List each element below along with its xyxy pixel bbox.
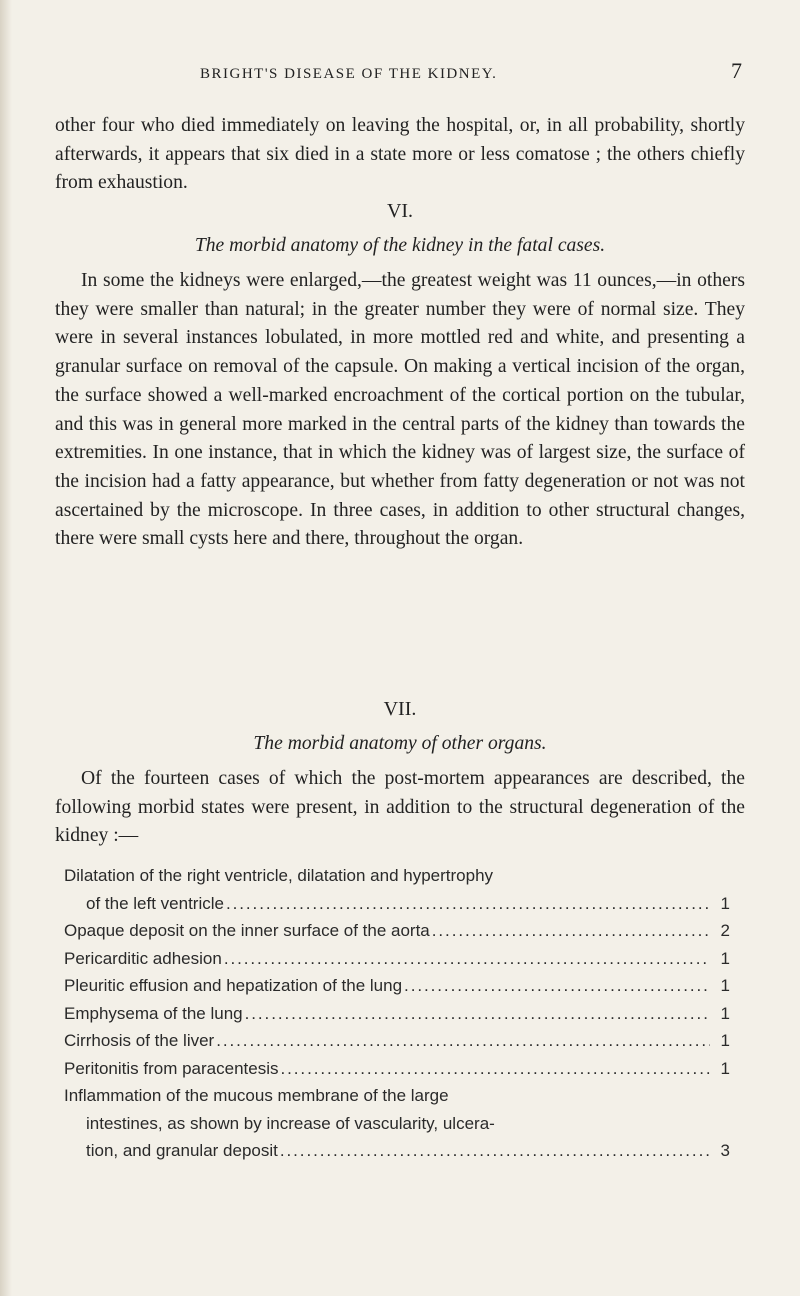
list-item-label: tion, and granular deposit — [86, 1141, 278, 1160]
dot-leader — [280, 1137, 710, 1165]
list-item — [64, 1000, 730, 1028]
running-title: BRIGHT'S DISEASE OF THE KIDNEY. — [200, 66, 498, 82]
list-item-first-line: Dilatation of the right ventricle, dilatation and hypertrophy — [64, 866, 494, 885]
list-item — [64, 972, 730, 1000]
list-item-label: of the left ventricle — [86, 893, 224, 913]
dot-leader — [245, 1000, 710, 1028]
section-vi-numeral: VI. — [386, 200, 414, 222]
section-vi — [55, 200, 745, 554]
list-item-count: 2 — [720, 921, 730, 940]
list-item-count: 1 — [720, 1003, 730, 1023]
list-item-count: 1 — [720, 1031, 730, 1050]
list-item-label: Peritonitis from paracentesis — [64, 1058, 279, 1078]
list-item — [64, 862, 730, 917]
morbid-states-list — [64, 862, 730, 1165]
list-item — [64, 1082, 730, 1165]
page-gutter-shadow — [0, 0, 12, 1296]
list-item-count: 1 — [720, 1058, 730, 1078]
opening-paragraph-block — [55, 112, 745, 198]
page-number: 7 — [731, 58, 742, 83]
dot-leader — [432, 917, 710, 945]
list-item-middle-line: intestines, as shown by increase of vascularity, ulcera- — [86, 1113, 495, 1133]
running-head — [200, 58, 742, 84]
section-vii-numeral: VII. — [383, 698, 417, 720]
list-item-label: Pleuritic effusion and hepatization of the lung — [64, 976, 403, 995]
dot-leader — [404, 972, 710, 1000]
section-vii-title: The morbid anatomy of other organs. — [253, 733, 547, 754]
list-item — [64, 1055, 730, 1083]
dot-leader — [216, 1027, 710, 1055]
list-item-label: Emphysema of the lung — [64, 1003, 243, 1023]
section-vii-paragraph: Of the fourteen cases of which the post-mortem appearances are described, the following morbid states were present, in addition to the structural degeneration of the kidney :— — [55, 768, 745, 847]
section-vi-title: The morbid anatomy of the kidney in the fatal cases. — [194, 235, 606, 256]
list-item-first-line: Inflammation of the mucous membrane of the large — [64, 1086, 449, 1105]
list-item-count: 1 — [720, 948, 730, 968]
list-item-label: Cirrhosis of the liver — [64, 1031, 215, 1050]
list-item-count: 1 — [720, 893, 730, 913]
section-vi-paragraph: In some the kidneys were enlarged,—the greatest weight was 11 ounces,—in others they were smaller than natural; in the greater number they were of normal size. They were in several instances lobulated, in more mottled red and white, and presenting a granular surface on removal of the capsule. On making a vertical incision of the organ, the surface showed a well-marked encroachment of the cortical portion on the tubular, and this was in general more marked in the central parts of the kidney than towards the extremities. In one instance, that in which the kidney was of largest size, the surface of the incision had a fatty appearance, but whether from fatty degeneration or not was not ascertained by the microscope. In three cases, in addition to other structural changes, there were small cysts here and there, throughout the organ. — [55, 270, 745, 550]
dot-leader — [224, 945, 710, 973]
list-item-count: 1 — [720, 976, 730, 995]
list-item-label: Pericarditic adhesion — [64, 948, 222, 968]
list-item — [64, 917, 730, 945]
list-item — [64, 945, 730, 973]
list-item-label: Opaque deposit on the inner surface of the aorta — [64, 921, 430, 940]
list-item — [64, 1027, 730, 1055]
opening-paragraph: other four who died immediately on leaving the hospital, or, in all probability, shortly afterwards, it appears that six died in a state more or less comatose ; the others chiefly from exhaustion. — [55, 115, 745, 194]
dot-leader — [280, 1055, 710, 1083]
dot-leader — [226, 890, 710, 918]
list-item-count: 3 — [720, 1141, 730, 1160]
section-vii — [55, 698, 745, 851]
